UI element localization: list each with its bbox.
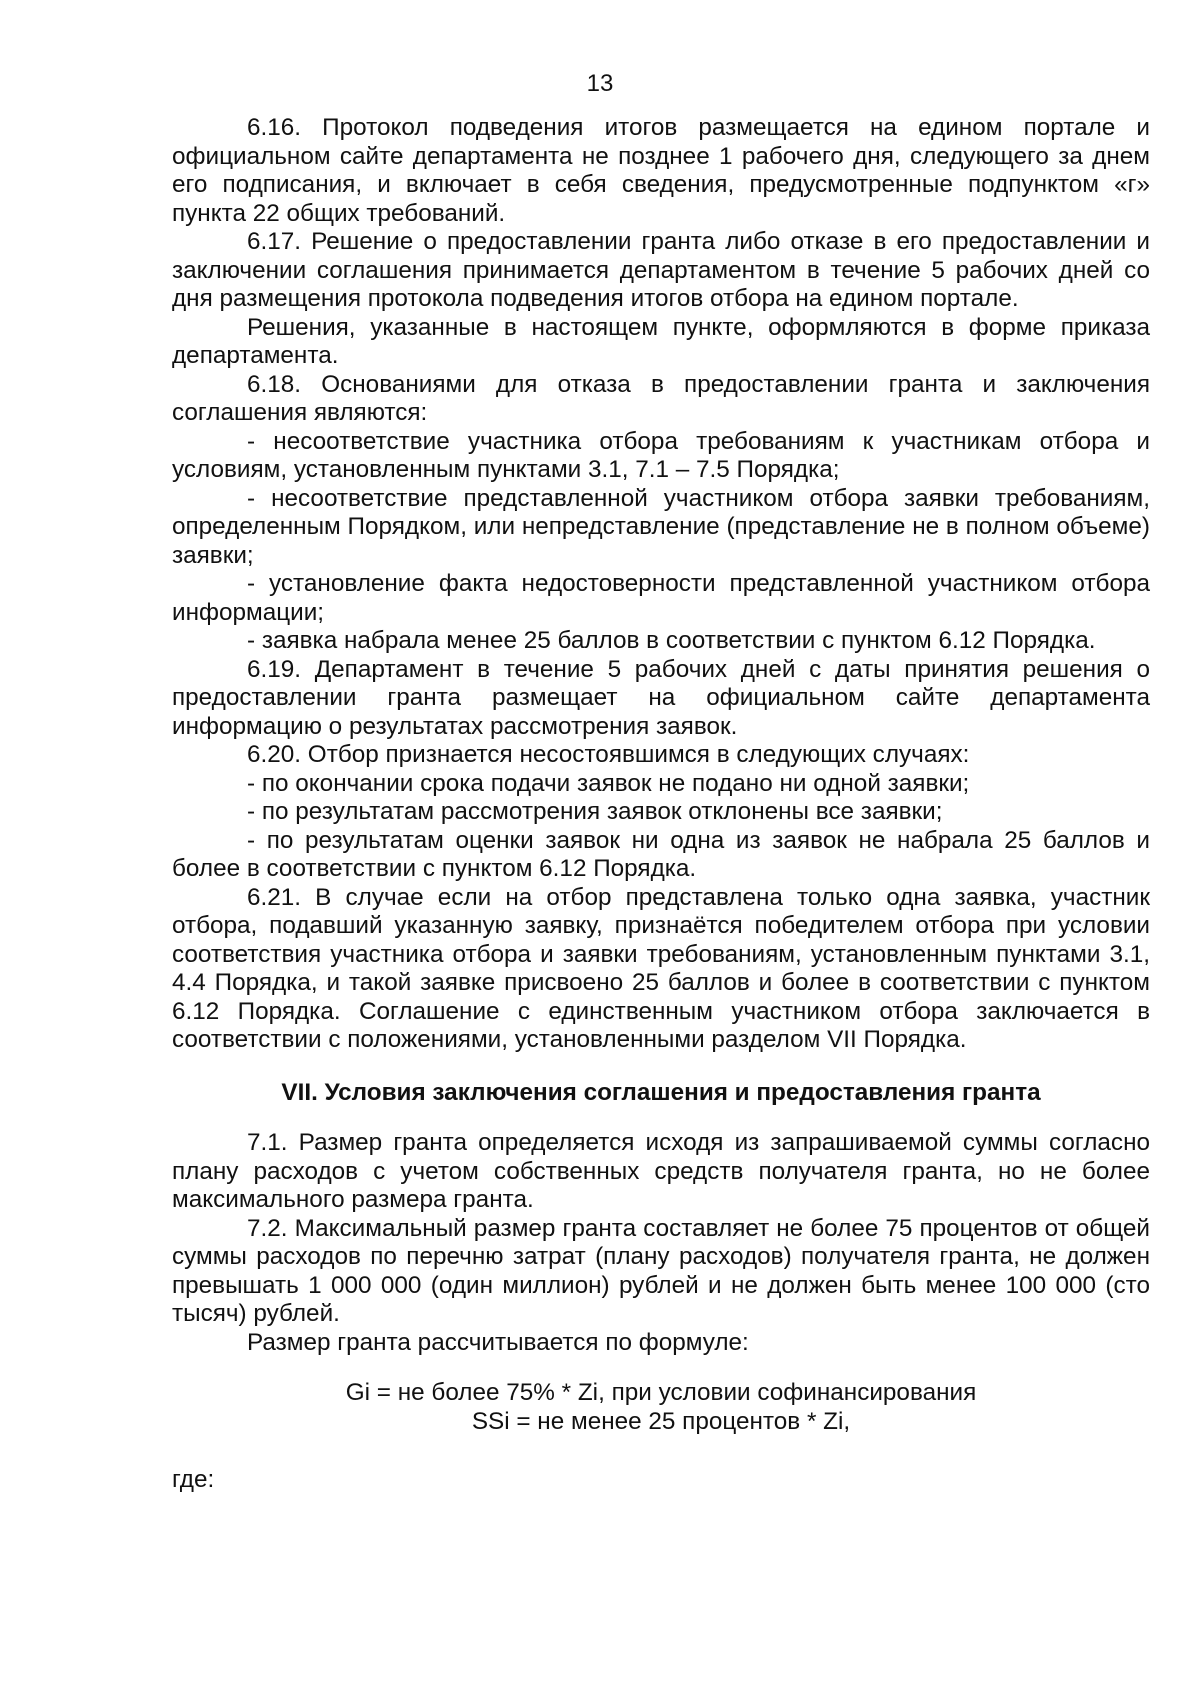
paragraph-formula-intro: Размер гранта рассчитывается по формуле: xyxy=(247,1328,749,1356)
list-item-failed-2: - по результатам рассмотрения заявок отклонены все заявки; xyxy=(247,798,943,825)
formula-block xyxy=(172,1379,1150,1436)
section-heading: VII. Условия заключения соглашения и предоставления гранта xyxy=(281,1078,1041,1106)
paragraph-6-19: 6.19. Департамент в течение 5 рабочих дней с даты принятия решения о предоставлении гранта размещает на официальном сайте департамента информацию о результатах рассмотрения заявок. xyxy=(172,655,1150,740)
list-item-failed-3: - по результатам оценки заявок ни одна из заявок не набрала 25 баллов и более в соответствии с пунктом 6.12 Порядка. xyxy=(172,826,1150,882)
where-label: где: xyxy=(172,1466,215,1493)
formula-line-2: SSi = не менее 25 процентов * Zi, xyxy=(471,1407,851,1435)
formula-line-1: Gi = не более 75% * Zi, при условии софинансирования xyxy=(345,1379,977,1406)
list-item-refusal-4: - заявка набрала менее 25 баллов в соответствии с пунктом 6.12 Порядка. xyxy=(247,627,1096,654)
document-body xyxy=(172,114,1150,1495)
list-item-refusal-3: - установление факта недостоверности представленной участником отбора информации; xyxy=(172,570,1150,626)
paragraph-decisions: Решения, указанные в настоящем пункте, оформляются в форме приказа департамента. xyxy=(172,313,1150,369)
paragraph-7-1: 7.1. Размер гранта определяется исходя из запрашиваемой суммы согласно плану расходов с учетом собственных средств получателя гранта, но не более максимального размера гранта. xyxy=(172,1129,1150,1213)
paragraph-6-16: 6.16. Протокол подведения итогов размещается на едином портале и официальном сайте департамента не позднее 1 рабочего дня, следующего за днем его подписания, и включает в себя сведения, предусмотренные подпунктом «г» пункта 22 общих требований. xyxy=(172,114,1150,227)
paragraph-7-2: 7.2. Максимальный размер гранта составляет не более 75 процентов от общей суммы расходов по перечню затрат (плану расходов) получателя гранта, не должен превышать 1 000 000 (один миллион) рублей и не должен быть менее 100 000 (сто тысяч) рублей. xyxy=(172,1214,1150,1327)
page-number: 13 xyxy=(586,70,614,97)
paragraph-6-21: 6.21. В случае если на отбор представлена только одна заявка, участник отбора, подавший указанную заявку, признаётся победителем отбора при условии соответствия участника отбора и заявки требованиям, установленным пунктами 3.1, 4.4 Порядка, и такой заявке присвоено 25 баллов и более в соответствии с пунктом 6.12 Порядка. Соглашение с единственным участником отбора заключается в соответствии с положениями, установленными разделом VII Порядка. xyxy=(172,883,1150,1053)
paragraph-6-18: 6.18. Основаниями для отказа в предоставлении гранта и заключения соглашения являются: xyxy=(172,370,1150,426)
list-item-failed-1: - по окончании срока подачи заявок не подано ни одной заявки; xyxy=(247,769,970,797)
list-item-refusal-1: - несоответствие участника отбора требованиям к участникам отбора и условиям, установленным пунктами 3.1, 7.1 – 7.5 Порядка; xyxy=(172,427,1150,483)
list-item-refusal-2: - несоответствие представленной участником отбора заявки требованиям, определенным Порядком, или непредставление (представление не в полном объеме) заявки; xyxy=(172,484,1150,569)
paragraph-6-17: 6.17. Решение о предоставлении гранта либо отказе в его предоставлении и заключении соглашения принимается департаментом в течение 5 рабочих дней со дня размещения протокола подведения итогов отбора на едином портале. xyxy=(172,228,1150,312)
paragraph-6-20: 6.20. Отбор признается несостоявшимся в следующих случаях: xyxy=(247,741,970,768)
